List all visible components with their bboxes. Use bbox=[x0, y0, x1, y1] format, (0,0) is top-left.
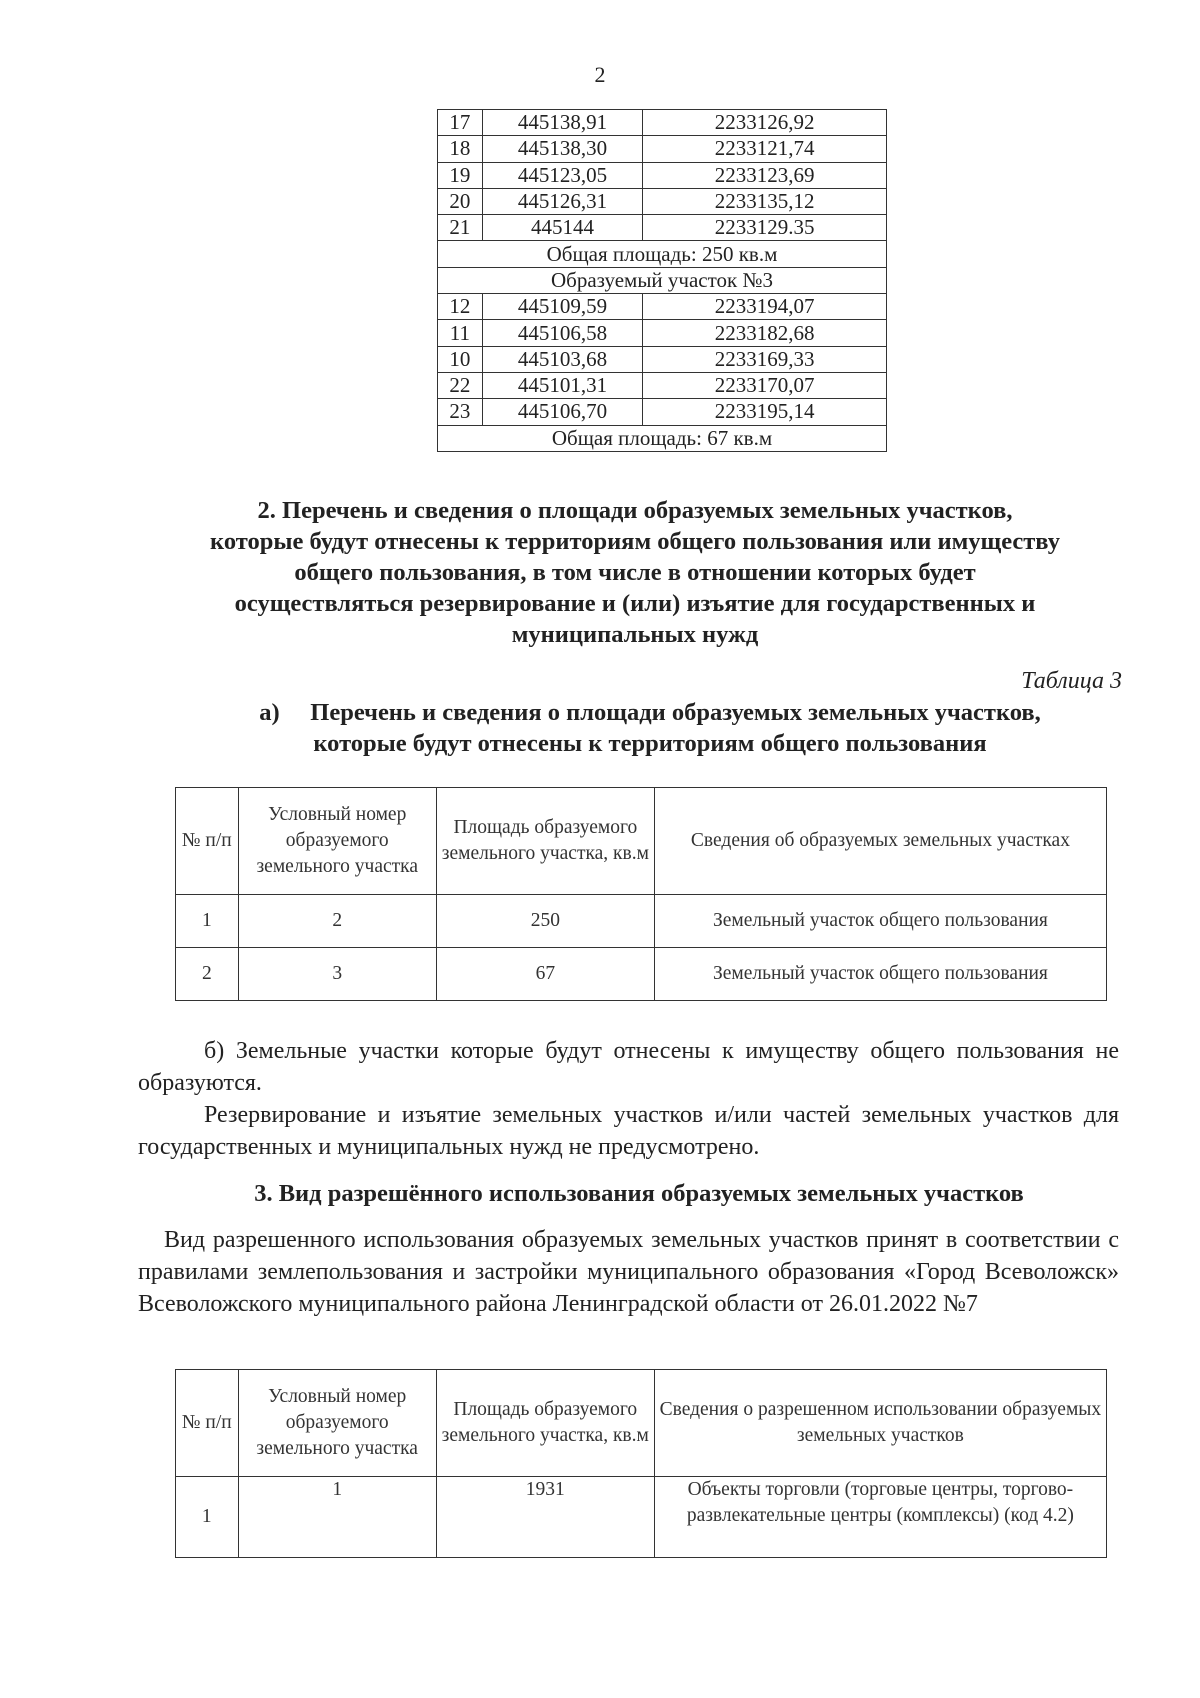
permitted-use-table bbox=[175, 1369, 1107, 1558]
table-row bbox=[438, 294, 887, 320]
table-cell: 67 bbox=[436, 948, 654, 1001]
column-header: Площадь образуемого земельного участка, кв.м bbox=[436, 788, 654, 895]
table-row bbox=[438, 110, 887, 136]
column-header: № п/п bbox=[176, 1370, 239, 1477]
heading-line: осуществляться резервирование и (или) изъятие для государственных и bbox=[234, 590, 1036, 617]
coord-x: 445106,70 bbox=[482, 399, 642, 425]
table-row bbox=[438, 241, 887, 267]
column-header: Сведения о разрешенном использовании образуемых земельных участков bbox=[654, 1370, 1106, 1477]
heading-line: муниципальных нужд bbox=[511, 621, 759, 648]
coord-x: 445123,05 bbox=[482, 162, 642, 188]
table-row bbox=[438, 399, 887, 425]
coord-y: 2233169,33 bbox=[643, 346, 887, 372]
table-row bbox=[438, 188, 887, 214]
coord-y: 2233195,14 bbox=[643, 399, 887, 425]
table-row bbox=[438, 320, 887, 346]
point-number: 22 bbox=[438, 372, 483, 398]
coord-y: 2233123,69 bbox=[643, 162, 887, 188]
point-number: 21 bbox=[438, 215, 483, 241]
coord-x: 445106,58 bbox=[482, 320, 642, 346]
coord-y: 2233194,07 bbox=[643, 294, 887, 320]
section-2-heading bbox=[140, 495, 1130, 650]
table-3-caption: Таблица 3 bbox=[1021, 668, 1122, 694]
point-number: 11 bbox=[438, 320, 483, 346]
table-cell: Объекты торговли (торговые центры, торгово-развлекательные центры (комплексы) (код 4.2) bbox=[654, 1477, 1106, 1558]
heading-line: общего пользования, в том числе в отношении которых будет bbox=[294, 559, 976, 586]
point-number: 10 bbox=[438, 346, 483, 372]
table-header-row bbox=[176, 788, 1107, 895]
column-header: № п/п bbox=[176, 788, 239, 895]
plot-3-title: Образуемый участок №3 bbox=[438, 267, 887, 293]
column-header: Сведения об образуемых земельных участках bbox=[654, 788, 1106, 895]
total-area-plot-2: Общая площадь: 250 кв.м bbox=[438, 241, 887, 267]
common-use-plots-table bbox=[175, 787, 1107, 1001]
table-row bbox=[176, 948, 1107, 1001]
column-header: Условный номер образуемого земельного участка bbox=[238, 1370, 436, 1477]
coord-y: 2233129.35 bbox=[643, 215, 887, 241]
column-header: Условный номер образуемого земельного участка bbox=[238, 788, 436, 895]
paragraph-b: б) Земельные участки которые будут отнесены к имуществу общего пользования не образуются. bbox=[138, 1038, 1119, 1096]
table-header-row bbox=[176, 1370, 1107, 1477]
point-number: 20 bbox=[438, 188, 483, 214]
column-header: Площадь образуемого земельного участка, кв.м bbox=[436, 1370, 654, 1477]
paragraph-reservation: Резервирование и изъятие земельных участков и/или частей земельных участков для государственных и муниципальных нужд не предусмотрено. bbox=[138, 1102, 1119, 1160]
coord-x: 445126,31 bbox=[482, 188, 642, 214]
coord-y: 2233121,74 bbox=[643, 136, 887, 162]
table-row bbox=[438, 346, 887, 372]
paragraph-permitted-use: Вид разрешенного использования образуемых земельных участков принят в соответствии с правилами землепользования и застройки муниципального образования «Город Всеволожск» Всеволожского муниципального района Ленинградской области от 26.01.2022 №7 bbox=[138, 1227, 1119, 1317]
table-row bbox=[176, 1477, 1107, 1558]
subsection-a-heading bbox=[170, 697, 1130, 759]
table-row bbox=[438, 215, 887, 241]
table-cell: Земельный участок общего пользования bbox=[654, 895, 1106, 948]
page-number: 2 bbox=[594, 62, 606, 87]
table-cell: 250 bbox=[436, 895, 654, 948]
table-cell: 1 bbox=[176, 895, 239, 948]
point-number: 23 bbox=[438, 399, 483, 425]
coord-y: 2233126,92 bbox=[643, 110, 887, 136]
coord-x: 445109,59 bbox=[482, 294, 642, 320]
table-cell: Земельный участок общего пользования bbox=[654, 948, 1106, 1001]
table-cell: 2 bbox=[238, 895, 436, 948]
table-cell: 3 bbox=[238, 948, 436, 1001]
heading-line: 2. Перечень и сведения о площади образуемых земельных участков, bbox=[257, 497, 1013, 524]
table-row bbox=[438, 372, 887, 398]
coord-x: 445144 bbox=[482, 215, 642, 241]
coord-y: 2233135,12 bbox=[643, 188, 887, 214]
table-row bbox=[438, 162, 887, 188]
point-number: 17 bbox=[438, 110, 483, 136]
table-row bbox=[438, 267, 887, 293]
heading-line: которые будут отнесены к территориям общего пользования или имуществу bbox=[210, 528, 1060, 555]
point-number: 18 bbox=[438, 136, 483, 162]
heading-line: а) Перечень и сведения о площади образуемых земельных участков, bbox=[259, 699, 1041, 726]
table-cell: 1 bbox=[238, 1477, 436, 1558]
point-number: 19 bbox=[438, 162, 483, 188]
table-row bbox=[176, 895, 1107, 948]
table-row bbox=[438, 425, 887, 451]
heading-line: которые будут отнесены к территориям общего пользования bbox=[313, 730, 987, 757]
point-number: 12 bbox=[438, 294, 483, 320]
table-cell: 1 bbox=[176, 1477, 239, 1558]
coordinates-table bbox=[437, 109, 887, 452]
table-cell: 2 bbox=[176, 948, 239, 1001]
coord-x: 445103,68 bbox=[482, 346, 642, 372]
table-row bbox=[438, 136, 887, 162]
coord-x: 445138,30 bbox=[482, 136, 642, 162]
coord-y: 2233182,68 bbox=[643, 320, 887, 346]
section-3-heading: 3. Вид разрешённого использования образуемых земельных участков bbox=[254, 1180, 1024, 1207]
coord-y: 2233170,07 bbox=[643, 372, 887, 398]
coord-x: 445101,31 bbox=[482, 372, 642, 398]
total-area-plot-3: Общая площадь: 67 кв.м bbox=[438, 425, 887, 451]
coord-x: 445138,91 bbox=[482, 110, 642, 136]
table-cell: 1931 bbox=[436, 1477, 654, 1558]
